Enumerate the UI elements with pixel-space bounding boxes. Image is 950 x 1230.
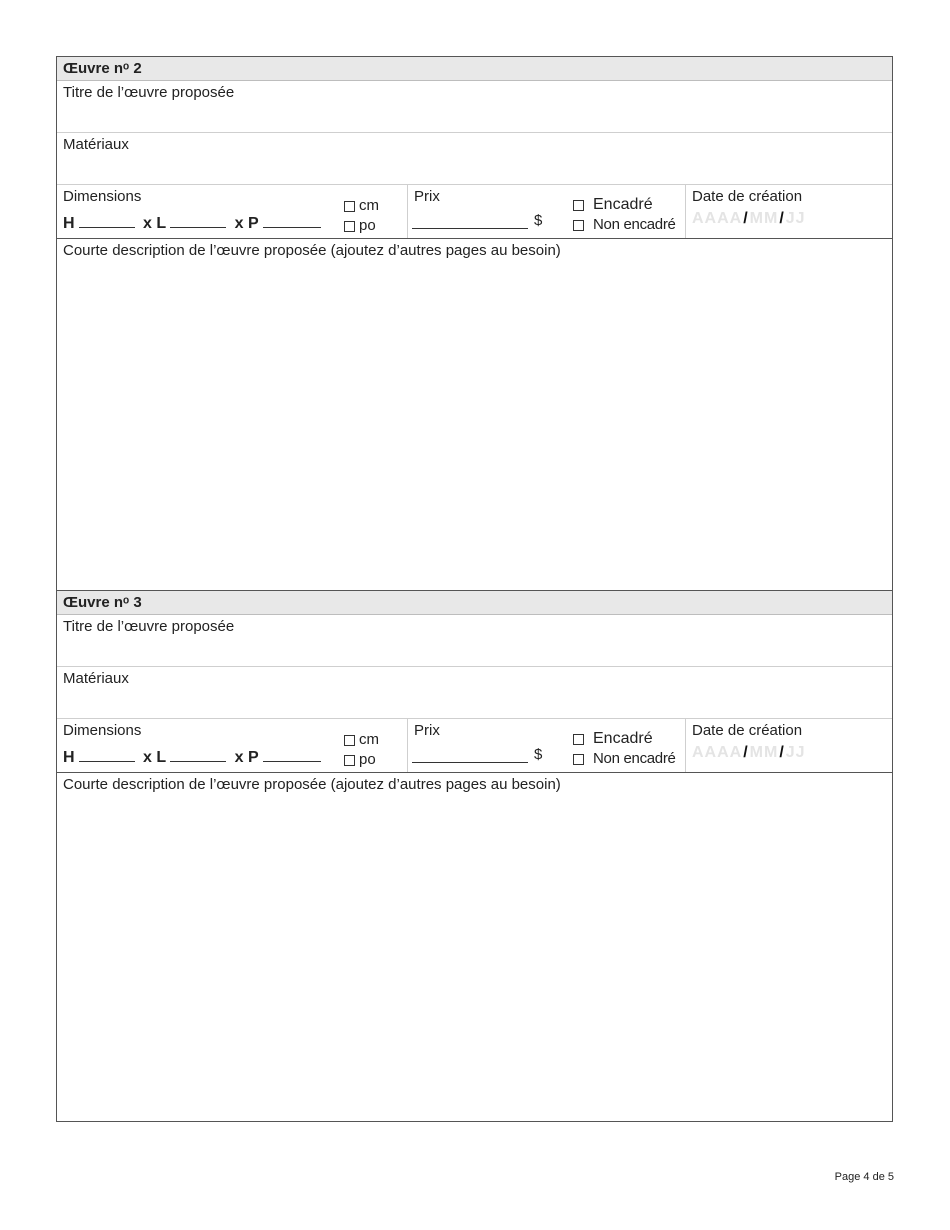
work-section-3	[57, 591, 892, 1124]
date-input[interactable]	[692, 744, 806, 762]
materials-field[interactable]	[57, 667, 892, 719]
framed-checkbox[interactable]	[573, 730, 653, 748]
unit-po-checkbox[interactable]	[344, 751, 376, 769]
dimensions-row	[57, 719, 892, 773]
date-separator: /	[743, 210, 749, 227]
description-field[interactable]	[57, 239, 892, 591]
description-field[interactable]	[57, 773, 892, 1124]
dimension-inputs	[63, 747, 325, 768]
height-label: H	[63, 749, 75, 766]
price-input[interactable]	[412, 228, 528, 229]
unframed-label: Non encadré	[593, 216, 676, 233]
framed-label: Encadré	[593, 196, 653, 213]
dimension-inputs	[63, 213, 325, 234]
title-field[interactable]	[57, 81, 892, 133]
date-month-placeholder: MM	[749, 744, 779, 761]
date-separator: /	[743, 744, 749, 761]
depth-input[interactable]	[263, 747, 321, 762]
unit-cm-checkbox[interactable]	[344, 197, 379, 215]
price-cell	[407, 185, 567, 238]
unit-po-label: po	[359, 751, 376, 768]
currency-symbol: $	[534, 212, 543, 229]
unit-po-checkbox[interactable]	[344, 217, 376, 235]
title-field[interactable]	[57, 615, 892, 667]
unit-po-label: po	[359, 217, 376, 234]
date-year-placeholder: AAAA	[692, 210, 743, 227]
price-cell	[407, 719, 567, 772]
section-heading: Œuvre nᵒ 3	[57, 591, 892, 615]
date-day-placeholder: JJ	[785, 210, 806, 227]
length-input[interactable]	[170, 213, 226, 228]
dimensions-cell	[57, 719, 332, 772]
date-year-placeholder: AAAA	[692, 744, 743, 761]
frame-cell	[567, 185, 685, 238]
unit-cm-label: cm	[359, 197, 379, 214]
unit-cell	[332, 719, 407, 772]
date-label: Date de création	[692, 722, 803, 739]
price-label: Prix	[414, 188, 440, 205]
price-label: Prix	[414, 722, 440, 739]
framed-label: Encadré	[593, 730, 653, 747]
dimensions-cell	[57, 185, 332, 238]
date-input[interactable]	[692, 210, 806, 228]
checkbox-icon	[573, 200, 584, 211]
depth-label: x P	[234, 749, 259, 766]
height-input[interactable]	[79, 213, 135, 228]
materials-label: Matériaux	[63, 136, 129, 153]
unit-cell	[332, 185, 407, 238]
artwork-form	[56, 56, 893, 1122]
frame-cell	[567, 719, 685, 772]
dimensions-row	[57, 185, 892, 239]
page-number: Page 4 de 5	[834, 1171, 894, 1183]
price-input[interactable]	[412, 762, 528, 763]
length-label: x L	[143, 215, 167, 232]
date-separator: /	[779, 744, 785, 761]
checkbox-icon	[344, 221, 355, 232]
framed-checkbox[interactable]	[573, 196, 653, 214]
description-label: Courte description de l’œuvre proposée (ajoutez d’autres pages au besoin)	[63, 242, 561, 259]
title-label: Titre de l’œuvre proposée	[63, 618, 235, 635]
checkbox-icon	[344, 755, 355, 766]
dimensions-label: Dimensions	[63, 722, 142, 739]
materials-field[interactable]	[57, 133, 892, 185]
date-day-placeholder: JJ	[785, 744, 806, 761]
height-input[interactable]	[79, 747, 135, 762]
section-heading: Œuvre nᵒ 2	[57, 57, 892, 81]
length-input[interactable]	[170, 747, 226, 762]
checkbox-icon	[573, 220, 584, 231]
date-month-placeholder: MM	[749, 210, 779, 227]
title-label: Titre de l’œuvre proposée	[63, 84, 235, 101]
height-label: H	[63, 215, 75, 232]
work-section-2	[57, 57, 892, 591]
date-label: Date de création	[692, 188, 803, 205]
date-cell	[685, 185, 892, 238]
unframed-checkbox[interactable]	[573, 750, 676, 768]
checkbox-icon	[573, 734, 584, 745]
unit-cm-label: cm	[359, 731, 379, 748]
length-label: x L	[143, 749, 167, 766]
dimensions-label: Dimensions	[63, 188, 142, 205]
currency-symbol: $	[534, 746, 543, 763]
date-cell	[685, 719, 892, 772]
unframed-checkbox[interactable]	[573, 216, 676, 234]
checkbox-icon	[573, 754, 584, 765]
checkbox-icon	[344, 201, 355, 212]
depth-input[interactable]	[263, 213, 321, 228]
unframed-label: Non encadré	[593, 750, 676, 767]
depth-label: x P	[234, 215, 259, 232]
checkbox-icon	[344, 735, 355, 746]
unit-cm-checkbox[interactable]	[344, 731, 379, 749]
description-label: Courte description de l’œuvre proposée (ajoutez d’autres pages au besoin)	[63, 776, 561, 793]
date-separator: /	[779, 210, 785, 227]
materials-label: Matériaux	[63, 670, 129, 687]
